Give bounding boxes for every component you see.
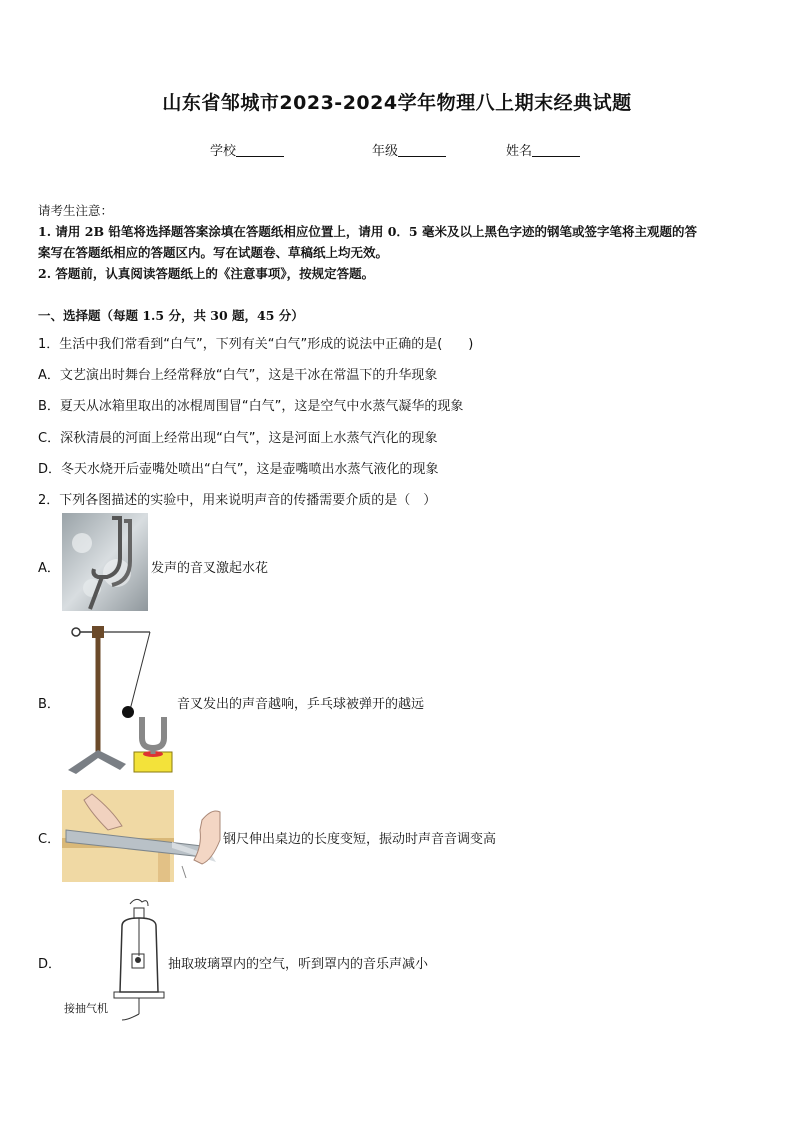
q2-option-a-label: A． — [38, 561, 60, 576]
q1-option-a: A．文艺演出时舞台上经常释放“白气”，这是干冰在常温下的升华现象 — [38, 368, 438, 383]
q1-option-d: D．冬天水烧开后壶嘴处喷出“白气”，这是壶嘴喷出水蒸气液化的现象 — [38, 462, 439, 477]
pump-label: 接抽气机 — [64, 1002, 108, 1015]
school-label: 学校 — [210, 144, 237, 159]
name-field — [506, 140, 580, 159]
q2-option-b-label: B． — [38, 697, 60, 712]
vacuum-bell-jar-image — [108, 896, 168, 1026]
q2-option-b-caption: 音叉发出的声音越响，乒乓球被弹开的越远 — [177, 697, 425, 712]
grade-field — [372, 140, 446, 159]
pingpong-tuning-fork-image — [62, 622, 176, 778]
grade-blank — [398, 142, 446, 157]
notice-block — [38, 200, 758, 284]
section-heading: 一、选择题（每题 1.5 分，共 30 题，45 分） — [38, 308, 304, 323]
q2-option-c-caption: 钢尺伸出桌边的长度变短，振动时声音音调变高 — [223, 832, 497, 847]
tuning-fork-water-image — [62, 513, 148, 611]
notice-item-1a: 1. 请用 2B 铅笔将选择题答案涂填在答题纸相应位置上，请用 0．5 毫米及以上黑色字迹的钢笔或签字笔将主观题的答 — [38, 224, 697, 239]
q2-option-d-label: D． — [38, 957, 62, 972]
q2-stem: 2．下列各图描述的实验中，用来说明声音的传播需要介质的是（ ） — [38, 493, 437, 508]
name-blank — [532, 142, 580, 157]
q1-option-c: C．深秋清晨的河面上经常出现“白气”，这是河面上水蒸气汽化的现象 — [38, 431, 438, 446]
grade-label: 年级 — [372, 144, 399, 159]
steel-ruler-image — [62, 790, 222, 882]
name-label: 姓名 — [506, 144, 533, 159]
q2-option-d-caption: 抽取玻璃罩内的空气，听到罩内的音乐声减小 — [168, 957, 429, 972]
q2-option-a-caption: 发声的音叉激起水花 — [151, 561, 269, 576]
q2-option-c-label: C． — [38, 832, 61, 847]
notice-item-2: 2. 答题前，认真阅读答题纸上的《注意事项》，按规定答题。 — [38, 266, 375, 281]
q1-stem: 1．生活中我们常看到“白气”，下列有关“白气”形成的说法中正确的是( ) — [38, 337, 474, 352]
notice-heading: 请考生注意： — [38, 203, 114, 218]
school-blank — [236, 142, 284, 157]
exam-title: 山东省邹城市2023-2024学年物理八上期末经典试题 — [162, 92, 632, 114]
notice-item-1b: 案写在答题纸相应的答题区内。写在试题卷、草稿纸上均无效。 — [38, 245, 389, 260]
school-field — [210, 140, 284, 159]
q1-option-b: B．夏天从冰箱里取出的冰棍周围冒“白气”，这是空气中水蒸气凝华的现象 — [38, 399, 464, 414]
